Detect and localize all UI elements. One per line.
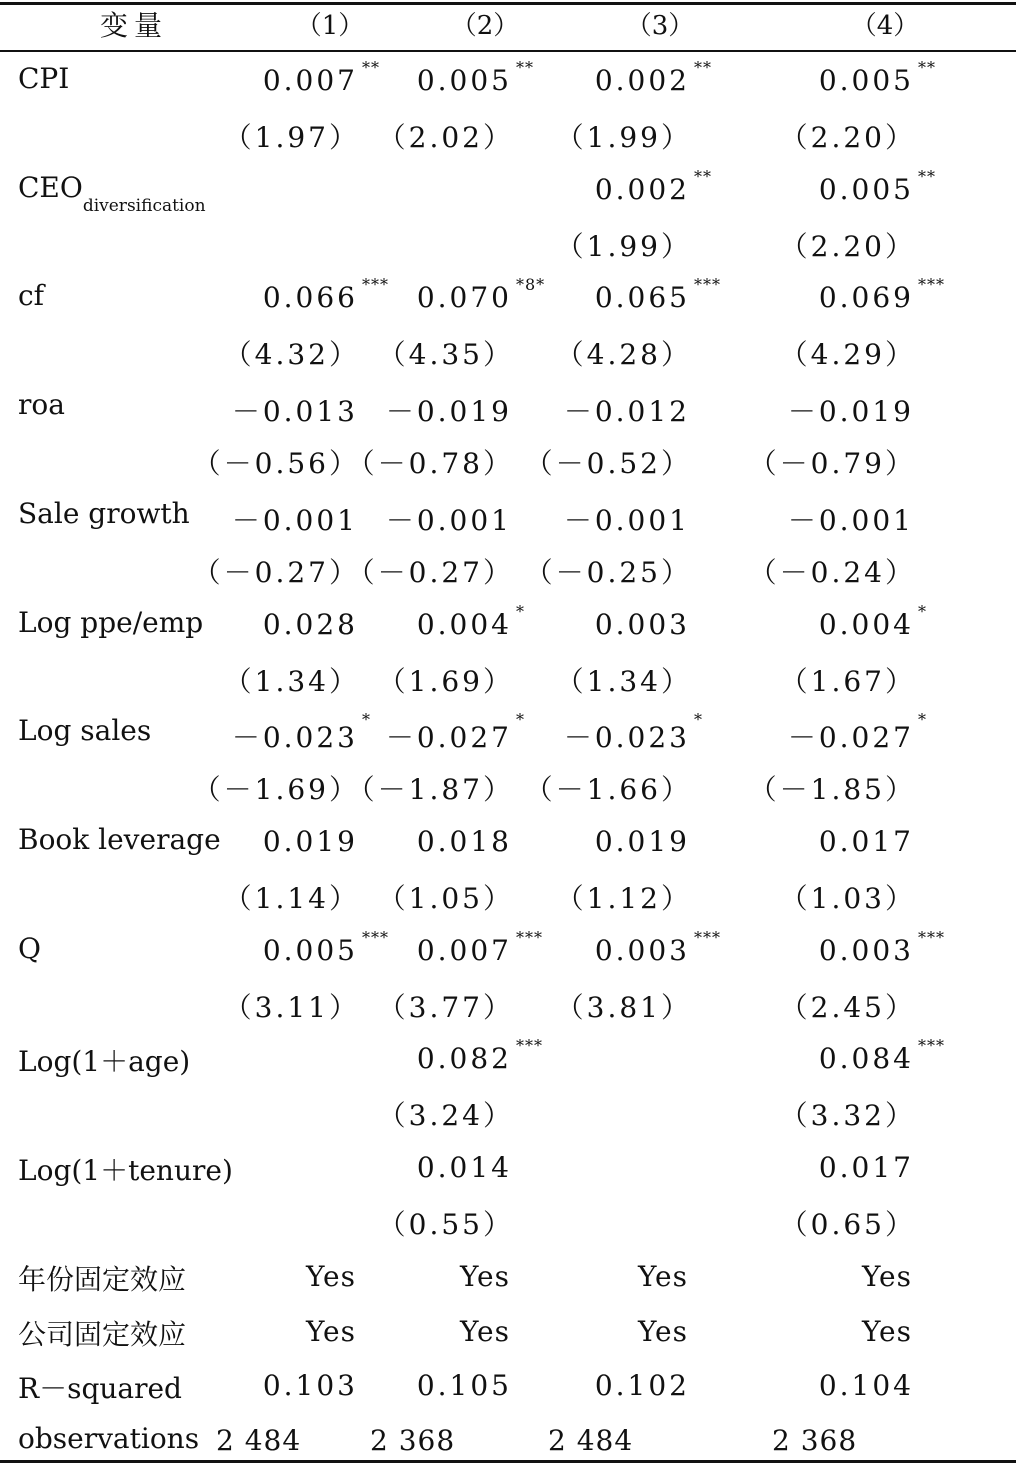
significance-stars: *** — [918, 275, 945, 295]
coefficient — [231, 710, 371, 756]
significance-stars: * — [516, 601, 525, 621]
coefficient-value: 0.084 — [818, 1042, 914, 1076]
significance-stars: *** — [516, 927, 543, 947]
footer-value: Yes — [862, 1314, 912, 1348]
footer-value: 2 484 — [216, 1423, 302, 1457]
t-statistic: （－0.56） — [192, 447, 360, 481]
coefficient-value: 0.005 — [262, 933, 358, 967]
coefficient — [262, 927, 389, 967]
coefficient — [262, 58, 380, 97]
significance-stars: *** — [362, 927, 389, 947]
footer-value: Yes — [638, 1314, 688, 1348]
footer-value: Yes — [460, 1260, 510, 1293]
coefficient-value: －0.012 — [563, 395, 690, 429]
coefficient — [595, 608, 690, 641]
coefficient — [563, 710, 703, 756]
significance-stars: ** — [362, 58, 380, 77]
significance-stars: *8* — [516, 275, 546, 295]
coefficient — [818, 166, 936, 206]
header-col-3: （3） — [625, 11, 695, 41]
t-statistic: （2.02） — [377, 121, 514, 154]
coefficient-value: 0.004 — [818, 607, 914, 641]
header-variable: 变量 — [100, 9, 169, 42]
header-rule — [0, 50, 1016, 52]
t-statistic: （0.55） — [377, 1208, 514, 1241]
significance-stars: *** — [918, 1036, 945, 1056]
footer-value: 2 368 — [772, 1423, 858, 1457]
t-statistic: （－0.25） — [524, 555, 692, 589]
t-statistic: （－1.85） — [748, 773, 916, 807]
footer-value: 0.102 — [594, 1369, 690, 1402]
t-statistic: （1.12） — [555, 881, 692, 915]
coefficient — [819, 825, 914, 858]
footer-value: Yes — [638, 1260, 688, 1293]
footer-label: R－squared — [18, 1372, 182, 1405]
significance-stars: * — [516, 710, 525, 730]
coefficient — [417, 825, 512, 858]
t-statistic: （－0.78） — [346, 447, 514, 481]
coefficient — [232, 390, 358, 430]
t-statistic: （－0.79） — [748, 447, 916, 481]
row-label: cf — [18, 279, 45, 313]
header-col-1: （1） — [295, 11, 365, 41]
coefficient-value: 0.005 — [818, 64, 914, 97]
t-statistic: （－0.52） — [524, 447, 692, 481]
coefficient-value: 0.019 — [594, 824, 690, 858]
t-statistic: （－0.24） — [748, 555, 916, 589]
footer-value: 0.105 — [416, 1369, 512, 1402]
footer-value: 2 484 — [548, 1423, 634, 1457]
header-col-2: （2） — [450, 11, 520, 41]
significance-stars: *** — [694, 927, 721, 947]
coefficient — [594, 58, 712, 97]
coefficient — [594, 927, 721, 967]
row-label: Log(1＋tenure) — [18, 1154, 233, 1187]
coefficient-value: －0.019 — [787, 395, 914, 429]
t-statistic: （1.34） — [555, 664, 692, 698]
coefficient-value: 0.007 — [416, 933, 512, 967]
coefficient — [232, 499, 358, 539]
coefficient-value: 0.017 — [818, 1151, 914, 1184]
footer-label: 公司固定效应 — [18, 1317, 187, 1351]
row-label — [18, 170, 206, 217]
coefficient-value: －0.001 — [787, 503, 914, 537]
top-rule — [0, 2, 1016, 5]
coefficient — [263, 608, 358, 641]
row-label-main: CEO — [18, 170, 83, 204]
coefficient — [385, 710, 525, 756]
row-label: Log(1＋age) — [18, 1045, 191, 1079]
coefficient-value: 0.007 — [262, 64, 358, 97]
coefficient-value: 0.002 — [594, 64, 690, 97]
t-statistic: （1.99） — [555, 229, 692, 263]
t-statistic: （4.32） — [223, 338, 360, 372]
significance-stars: ** — [694, 166, 712, 186]
coefficient — [386, 499, 512, 539]
t-statistic: （2.20） — [779, 121, 916, 154]
t-statistic: （4.29） — [779, 338, 916, 372]
footer-value: 0.104 — [818, 1369, 914, 1402]
coefficient — [564, 390, 690, 430]
coefficient-value: 0.017 — [818, 824, 914, 858]
coefficient-value: 0.070 — [416, 281, 512, 315]
coefficient-value: 0.003 — [818, 933, 914, 967]
bottom-rule — [0, 1460, 1016, 1463]
coefficient — [819, 1151, 914, 1184]
coefficient-value: 0.014 — [416, 1151, 512, 1184]
coefficient — [416, 927, 543, 967]
row-label: roa — [18, 388, 65, 422]
row-label: Book leverage — [18, 822, 221, 856]
significance-stars: *** — [694, 275, 721, 295]
coefficient — [818, 927, 945, 967]
t-statistic: （3.32） — [779, 1099, 916, 1133]
coefficient — [417, 1151, 512, 1184]
significance-stars: ** — [918, 58, 936, 77]
coefficient — [818, 58, 936, 97]
coefficient — [818, 1036, 945, 1076]
t-statistic: （1.97） — [223, 121, 360, 154]
coefficient-value: 0.003 — [594, 933, 690, 967]
coefficient-value: －0.001 — [385, 503, 512, 537]
row-label: Log ppe/emp — [18, 605, 204, 639]
row-label: Q — [18, 931, 41, 965]
t-statistic: （1.14） — [223, 881, 360, 915]
significance-stars: ** — [918, 166, 936, 186]
footer-label: 年份固定效应 — [18, 1263, 187, 1296]
coefficient-value: 0.028 — [262, 607, 358, 641]
coefficient-value: －0.001 — [563, 503, 690, 537]
coefficient-value: －0.013 — [231, 395, 358, 429]
t-statistic: （3.77） — [377, 990, 514, 1024]
t-statistic: （4.28） — [555, 338, 692, 372]
footer-value: Yes — [460, 1314, 510, 1348]
significance-stars: *** — [362, 275, 389, 295]
coefficient-value: 0.004 — [416, 607, 512, 641]
t-statistic: （1.03） — [779, 881, 916, 915]
coefficient-value: －0.023 — [563, 721, 690, 755]
coefficient — [595, 825, 690, 858]
coefficient — [818, 275, 945, 315]
coefficient — [594, 275, 721, 315]
coefficient — [788, 499, 914, 539]
t-statistic: （1.05） — [377, 881, 514, 915]
coefficient — [787, 710, 927, 756]
t-statistic: （－0.27） — [346, 555, 514, 589]
t-statistic: （2.45） — [779, 990, 916, 1024]
coefficient — [788, 390, 914, 430]
footer-value: Yes — [862, 1260, 912, 1293]
coefficient-value: 0.002 — [594, 172, 690, 206]
coefficient-value: 0.005 — [818, 172, 914, 206]
t-statistic: （－1.66） — [524, 773, 692, 807]
significance-stars: *** — [918, 927, 945, 947]
footer-value: 0.103 — [262, 1369, 358, 1402]
t-statistic: （1.67） — [779, 664, 916, 698]
coefficient — [416, 1036, 543, 1076]
coefficient — [564, 499, 690, 539]
footer-value: 2 368 — [370, 1423, 456, 1457]
coefficient-value: 0.069 — [818, 281, 914, 315]
t-statistic: （3.24） — [377, 1099, 514, 1133]
coefficient-value: 0.082 — [416, 1042, 512, 1076]
row-label: Log sales — [18, 714, 152, 748]
coefficient — [818, 601, 927, 641]
coefficient-value: 0.019 — [262, 824, 358, 858]
t-statistic: （－1.87） — [346, 773, 514, 807]
coefficient — [386, 390, 512, 430]
t-statistic: （－1.69） — [192, 773, 360, 807]
t-statistic: （－0.27） — [192, 555, 360, 589]
coefficient — [416, 275, 546, 315]
t-statistic: （2.20） — [779, 229, 916, 263]
row-label-subscript: diversification — [82, 196, 206, 217]
coefficient-value: －0.019 — [385, 395, 512, 429]
significance-stars: ** — [516, 58, 534, 77]
coefficient-value: 0.018 — [416, 824, 512, 858]
coefficient-value: 0.066 — [262, 281, 358, 315]
t-statistic: （3.81） — [555, 990, 692, 1024]
significance-stars: * — [918, 710, 927, 730]
t-statistic: （1.34） — [223, 664, 360, 698]
significance-stars: *** — [516, 1036, 543, 1056]
coefficient — [262, 275, 389, 315]
coefficient-value: 0.005 — [416, 64, 512, 97]
coefficient — [416, 58, 534, 97]
coefficient-value: 0.065 — [594, 281, 690, 315]
coefficient — [263, 825, 358, 858]
significance-stars: * — [918, 601, 927, 621]
coefficient-value: －0.023 — [231, 721, 358, 755]
t-statistic: （1.69） — [377, 664, 514, 698]
coefficient-value: －0.027 — [385, 721, 512, 755]
coefficient-value: －0.001 — [231, 503, 358, 537]
coefficient — [416, 601, 525, 641]
footer-label: observations — [18, 1421, 200, 1455]
significance-stars: * — [362, 710, 371, 730]
footer-value: Yes — [306, 1260, 356, 1293]
t-statistic: （3.11） — [223, 990, 360, 1024]
row-label: Sale growth — [18, 496, 190, 530]
header-col-4: （4） — [850, 11, 920, 41]
row-label: CPI — [18, 62, 70, 95]
footer-value: Yes — [306, 1314, 356, 1348]
coefficient-value: 0.003 — [594, 607, 690, 641]
significance-stars: ** — [694, 58, 712, 77]
t-statistic: （0.65） — [779, 1208, 916, 1241]
significance-stars: * — [694, 710, 703, 730]
t-statistic: （4.35） — [377, 338, 514, 372]
t-statistic: （1.99） — [555, 121, 692, 154]
coefficient-value: －0.027 — [787, 721, 914, 755]
coefficient — [594, 166, 712, 206]
